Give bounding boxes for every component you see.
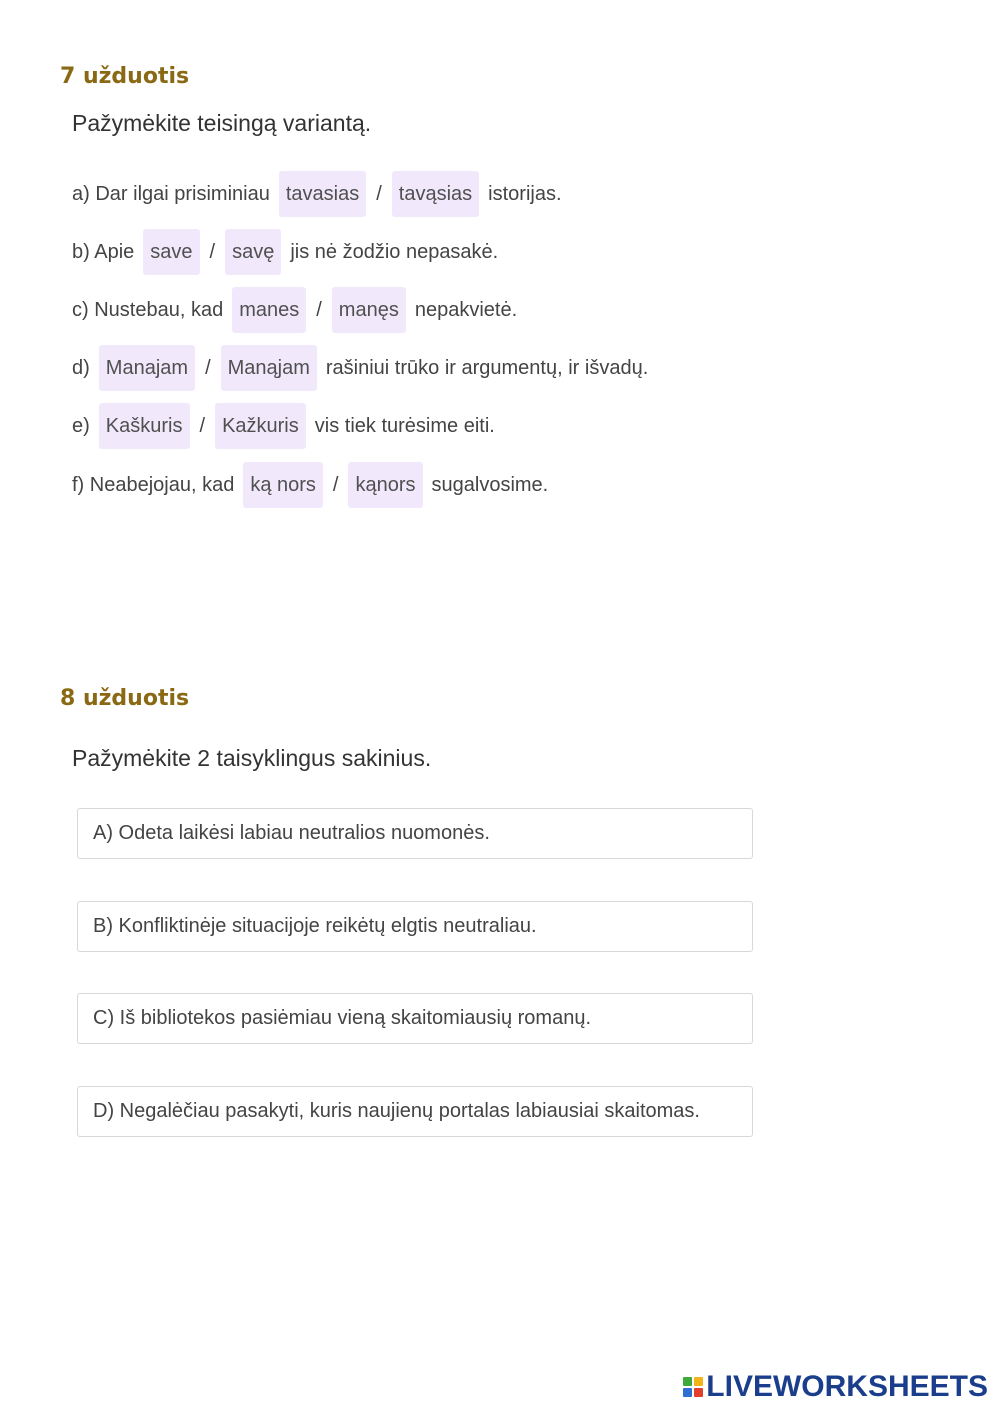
task7-heading: 7 užduotis [60,64,190,89]
logo-square-yellow [694,1377,703,1386]
choice-option-2[interactable]: kąnors [348,462,422,508]
task7-instruction: Pažymėkite teisingą variantą. [72,110,372,136]
task7-item-f [72,462,548,508]
item-text-after: nepakvietė. [414,298,518,321]
choice-option-1[interactable]: Manajam [99,345,195,391]
task8-instruction: Pažymėkite 2 taisyklingus sakinius. [72,745,432,771]
answer-option-d[interactable]: D) Negalėčiau pasakyti, kuris naujienų portalas labiausiai skaitomas. [77,1086,753,1137]
answer-option-b[interactable]: B) Konfliktinėje situacijoje reikėtų elgtis neutraliau. [77,901,753,952]
task7-item-b [72,229,498,275]
item-text-after: rašiniui trūko ir argumentų, ir išvadų. [325,356,649,379]
choice-separator: / [332,473,339,496]
answer-option-a[interactable]: A) Odeta laikėsi labiau neutralios nuomonės. [77,808,753,859]
task7-item-c [72,287,517,333]
task8-heading: 8 užduotis [60,686,190,711]
logo-square-blue [683,1388,692,1397]
item-text-after: istorijas. [488,182,562,205]
task7-item-a [72,171,562,217]
choice-option-2[interactable]: Kažkuris [215,403,306,449]
choice-separator: / [316,298,322,321]
task7-item-e [72,403,495,449]
item-text-after: vis tiek turėsime eiti. [314,414,495,437]
item-text-after: jis nė žodžio nepasakė. [290,240,499,263]
logo-grid-icon [683,1377,703,1397]
choice-option-1[interactable]: Kaškuris [99,403,190,449]
choice-separator: / [209,240,216,263]
item-text-before: b) Apie [72,240,135,263]
choice-separator: / [199,414,206,437]
choice-option-2[interactable]: manęs [332,287,406,333]
choice-option-1[interactable]: ką nors [243,462,323,508]
item-text-before: e) [72,414,90,437]
logo-text: LIVEWORKSHEETS [706,1370,988,1403]
answer-option-c[interactable]: C) Iš bibliotekos pasiėmiau vieną skaitomiausių romanų. [77,993,753,1044]
item-text-before: c) Nustebau, kad [72,298,224,321]
choice-option-1[interactable]: save [143,229,199,275]
choice-option-1[interactable]: tavasias [279,171,366,217]
choice-option-2[interactable]: savę [225,229,281,275]
item-text-after: sugalvosime. [431,473,549,496]
choice-separator: / [205,356,211,379]
item-text-before: d) [72,356,90,379]
item-text-before: f) Neabejojau, kad [72,473,235,496]
logo-square-green [683,1377,692,1386]
item-text-before: a) Dar ilgai prisiminiau [72,182,270,205]
choice-separator: / [376,182,382,205]
choice-option-2[interactable]: Manąjam [221,345,317,391]
task7-item-d [72,345,648,391]
choice-option-1[interactable]: manes [232,287,306,333]
logo-square-red [694,1388,703,1397]
liveworksheets-logo [683,1370,988,1404]
choice-option-2[interactable]: tavąsias [392,171,479,217]
